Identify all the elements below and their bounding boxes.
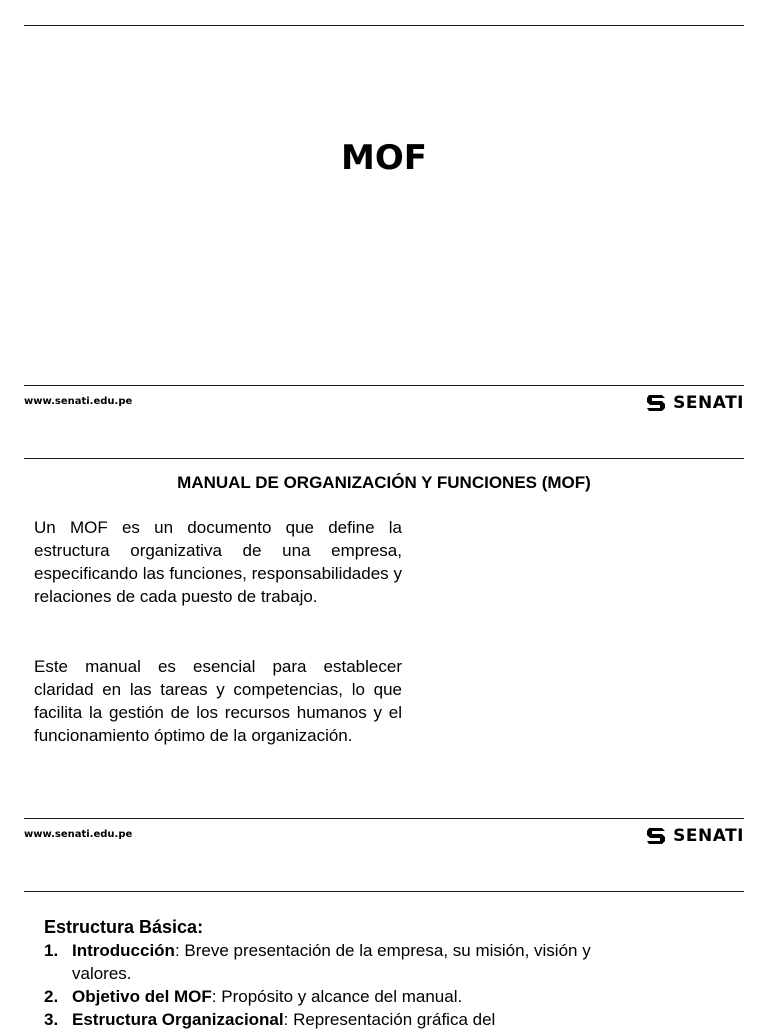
list-term: Introducción bbox=[72, 941, 175, 960]
list-text: : Representación gráfica del bbox=[283, 1010, 496, 1029]
list-number: 2. bbox=[44, 987, 59, 1006]
brand-name: SENATI bbox=[673, 826, 744, 846]
list-number: 3. bbox=[44, 1010, 59, 1029]
slide-footer-rule bbox=[24, 818, 744, 819]
list-heading: Estructura Básica: bbox=[44, 917, 204, 937]
paragraph: Un MOF es un documento que define la estructura organizativa de una empresa, especificando las funciones, responsabilidades y relaciones de cada puesto de trabajo. bbox=[34, 518, 402, 606]
slide-title: MOF bbox=[341, 138, 427, 178]
slide-top-rule bbox=[24, 25, 744, 26]
structure-list bbox=[44, 939, 644, 1031]
brand-name: SENATI bbox=[673, 393, 744, 413]
list-term: Estructura Organizacional bbox=[72, 1010, 284, 1029]
list-number: 1. bbox=[44, 941, 59, 960]
paragraph: Este manual es esencial para establecer claridad en las tareas y competencias, lo que facilita la gestión de los recursos humanos y el funcionamiento óptimo de la organización. bbox=[34, 657, 402, 745]
footer-url: www.senati.edu.pe bbox=[24, 829, 133, 840]
list-item bbox=[44, 985, 644, 1008]
slide-top-rule bbox=[24, 458, 744, 459]
slide-footer-rule bbox=[24, 385, 744, 386]
list-item-content bbox=[72, 939, 644, 985]
footer-url: www.senati.edu.pe bbox=[24, 396, 133, 407]
brand-logo bbox=[645, 392, 744, 414]
list-text: : Breve presentación de la empresa, su misión, visión y valores. bbox=[72, 941, 591, 983]
senati-logo-icon bbox=[645, 392, 667, 414]
list-item bbox=[44, 939, 644, 985]
slide-top-rule bbox=[24, 891, 744, 892]
list-term: Objetivo del MOF bbox=[72, 987, 212, 1006]
list-text: : Propósito y alcance del manual. bbox=[211, 987, 463, 1006]
section-heading: MANUAL DE ORGANIZACIÓN Y FUNCIONES (MOF) bbox=[177, 473, 591, 492]
list-item-content bbox=[72, 985, 462, 1008]
senati-logo-icon bbox=[645, 825, 667, 847]
list-item-content bbox=[72, 1008, 495, 1031]
brand-logo bbox=[645, 825, 744, 847]
list-item bbox=[44, 1008, 644, 1031]
